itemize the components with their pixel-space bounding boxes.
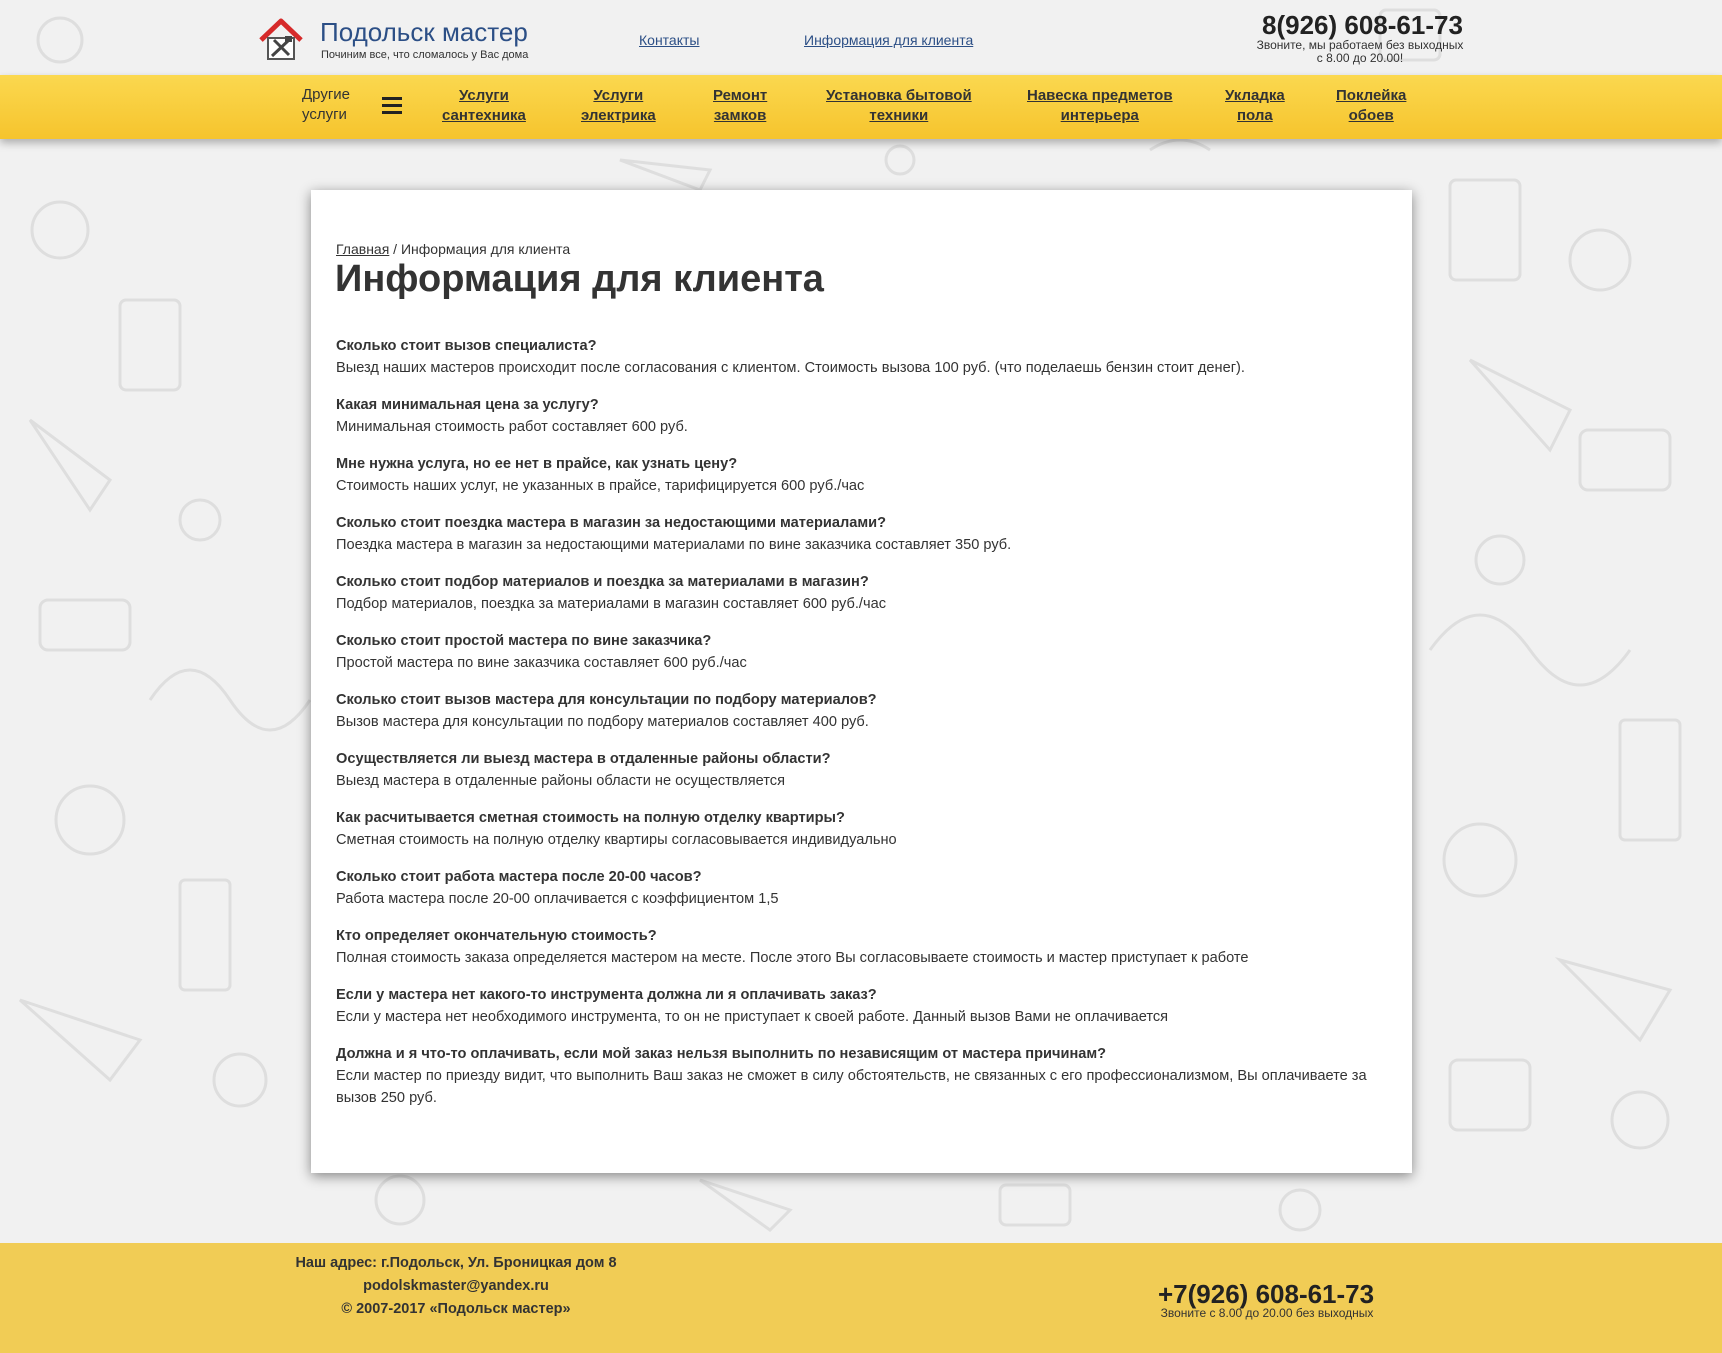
faq-answer: Полная стоимость заказа определяется мастером на месте. После этого Вы согласовываете стоимость и мастер приступает к работе	[336, 950, 1249, 966]
footer-address: Наш адрес: г.Подольск, Ул. Броницкая дом 8	[295, 1255, 617, 1271]
faq-answer: Если мастер по приезду видит, что выполнить Ваш заказ не сможет в силу обстоятельств, не связанных с его профессионализмом, Вы оплачиваете за вызов 250 руб.	[336, 1068, 1367, 1106]
nav-item-line1: Укладка	[1225, 87, 1285, 104]
nav-item-line1: Установка бытовой	[826, 87, 972, 104]
brand-title[interactable]: Подольск мастер	[320, 17, 528, 47]
faq-question: Сколько стоит поездка мастера в магазин за недостающими материалами?	[336, 515, 887, 531]
faq-answer: Поездка мастера в магазин за недостающими материалами по вине заказчика составляет 350 руб.	[336, 537, 1012, 553]
nav-item-electrician[interactable]	[581, 86, 656, 126]
nav-item-line1: Поклейка	[1336, 87, 1407, 104]
breadcrumb-home-link[interactable]: Главная	[336, 241, 390, 257]
faq-item	[336, 866, 1391, 910]
faq-answer: Стоимость наших услуг, не указанных в прайсе, тарифицируется 600 руб./час	[336, 478, 865, 494]
page-title: Информация для клиента	[335, 258, 824, 300]
faq-question: Сколько стоит вызов специалиста?	[336, 338, 597, 354]
faq-item	[336, 335, 1391, 379]
faq-answer: Вызов мастера для консультации по подбору материалов составляет 400 руб.	[336, 714, 869, 730]
faq-item	[336, 512, 1391, 556]
faq-item	[336, 630, 1391, 674]
faq-answer: Простой мастера по вине заказчика составляет 600 руб./час	[336, 655, 747, 671]
breadcrumb-current: Информация для клиента	[400, 241, 571, 257]
faq-item	[336, 807, 1391, 851]
faq-question: Сколько стоит работа мастера после 20-00 часов?	[336, 869, 702, 885]
footer-copyright: © 2007-2017 «Подольск мастер»	[341, 1301, 571, 1317]
other-services-menu[interactable]	[302, 85, 350, 125]
breadcrumb	[336, 241, 570, 257]
nav-item-wallpaper[interactable]	[1336, 86, 1406, 126]
hamburger-icon[interactable]	[382, 97, 402, 115]
faq-list	[336, 335, 1391, 1124]
phone-note-line2: с 8.00 до 20.00!	[1316, 51, 1404, 65]
faq-answer: Выезд наших мастеров происходит после согласования с клиентом. Стоимость вызова 100 руб. (что поделаешь бензин стоит денег).	[336, 360, 1245, 376]
faq-question: Какая минимальная цена за услугу?	[336, 397, 599, 413]
nav-item-line1: Ремонт	[713, 87, 768, 104]
nav-item-line2: обоев	[1348, 107, 1394, 124]
nav-item-appliances[interactable]	[826, 86, 972, 126]
content-card	[311, 190, 1412, 1173]
nav-item-line2: замков	[713, 107, 767, 124]
faq-item	[336, 984, 1391, 1028]
other-services-line2: услуги	[302, 106, 347, 123]
faq-answer: Выезд мастера в отдаленные районы области не осуществляется	[336, 773, 785, 789]
nav-item-flooring[interactable]	[1225, 86, 1285, 126]
faq-item	[336, 394, 1391, 438]
faq-item	[336, 571, 1391, 615]
nav-item-line1: Услуги	[459, 87, 509, 104]
faq-question: Кто определяет окончательную стоимость?	[336, 928, 657, 944]
site-footer	[0, 1243, 1722, 1353]
faq-item	[336, 748, 1391, 792]
site-header	[0, 0, 1722, 75]
services-nav	[0, 75, 1722, 139]
faq-item	[336, 1043, 1391, 1109]
house-tools-icon[interactable]	[258, 18, 304, 62]
nav-item-interior[interactable]	[1027, 86, 1173, 126]
faq-question: Сколько стоит простой мастера по вине заказчика?	[336, 633, 712, 649]
faq-question: Должна и я что-то оплачивать, если мой заказ нельзя выполнить по независящим от мастера причинам?	[336, 1046, 1107, 1062]
footer-phone[interactable]: +7(926) 608-61-73	[1158, 1279, 1375, 1309]
other-services-line1: Другие	[302, 86, 351, 103]
footer-email[interactable]: podolskmaster@yandex.ru	[363, 1278, 549, 1294]
nav-item-line1: Услуги	[593, 87, 644, 104]
faq-question: Сколько стоит подбор материалов и поездка за материалами в магазин?	[336, 574, 869, 590]
nav-item-line2: электрика	[581, 107, 656, 124]
breadcrumb-separator: /	[389, 241, 401, 257]
nav-item-line1: Навеска предметов	[1027, 87, 1173, 104]
nav-item-line2: интерьера	[1060, 107, 1139, 124]
nav-item-plumbing[interactable]	[442, 86, 526, 126]
faq-question: Осуществляется ли выезд мастера в отдаленные районы области?	[336, 751, 831, 767]
faq-answer: Сметная стоимость на полную отделку квартиры согласовывается индивидуально	[336, 832, 897, 848]
faq-question: Мне нужна услуга, но ее нет в прайсе, как узнать цену?	[336, 456, 738, 472]
faq-question: Как расчитывается сметная стоимость на полную отделку квартиры?	[336, 810, 845, 826]
nav-item-locks[interactable]	[713, 86, 767, 126]
footer-phone-note: Звоните с 8.00 до 20.00 без выходных	[1160, 1306, 1374, 1320]
faq-answer: Если у мастера нет необходимого инструмента, то он не приступает к своей работе. Данный вызов Вами не оплачивается	[336, 1009, 1169, 1025]
faq-answer: Работа мастера после 20-00 оплачивается с коэффициентом 1,5	[336, 891, 779, 907]
faq-item	[336, 689, 1391, 733]
nav-item-line2: пола	[1236, 107, 1273, 124]
faq-item	[336, 925, 1391, 969]
faq-answer: Минимальная стоимость работ составляет 600 руб.	[336, 419, 688, 435]
contacts-link[interactable]: Контакты	[639, 32, 700, 48]
nav-item-line2: сантехника	[442, 107, 526, 124]
nav-item-line2: техники	[869, 107, 929, 124]
phone-note-line1: Звоните, мы работаем без выходных	[1256, 38, 1464, 52]
faq-answer: Подбор материалов, поездка за материалами в магазин составляет 600 руб./час	[336, 596, 887, 612]
client-info-link[interactable]: Информация для клиента	[804, 32, 974, 48]
faq-item	[336, 453, 1391, 497]
header-phone-note	[1240, 39, 1480, 65]
faq-question: Сколько стоит вызов мастера для консультации по подбору материалов?	[336, 692, 877, 708]
brand-subtitle: Починим все, что сломалось у Вас дома	[321, 49, 529, 61]
header-phone[interactable]: 8(926) 608-61-73	[1262, 10, 1463, 40]
faq-question: Если у мастера нет какого-то инструмента должна ли я оплачивать заказ?	[336, 987, 877, 1003]
